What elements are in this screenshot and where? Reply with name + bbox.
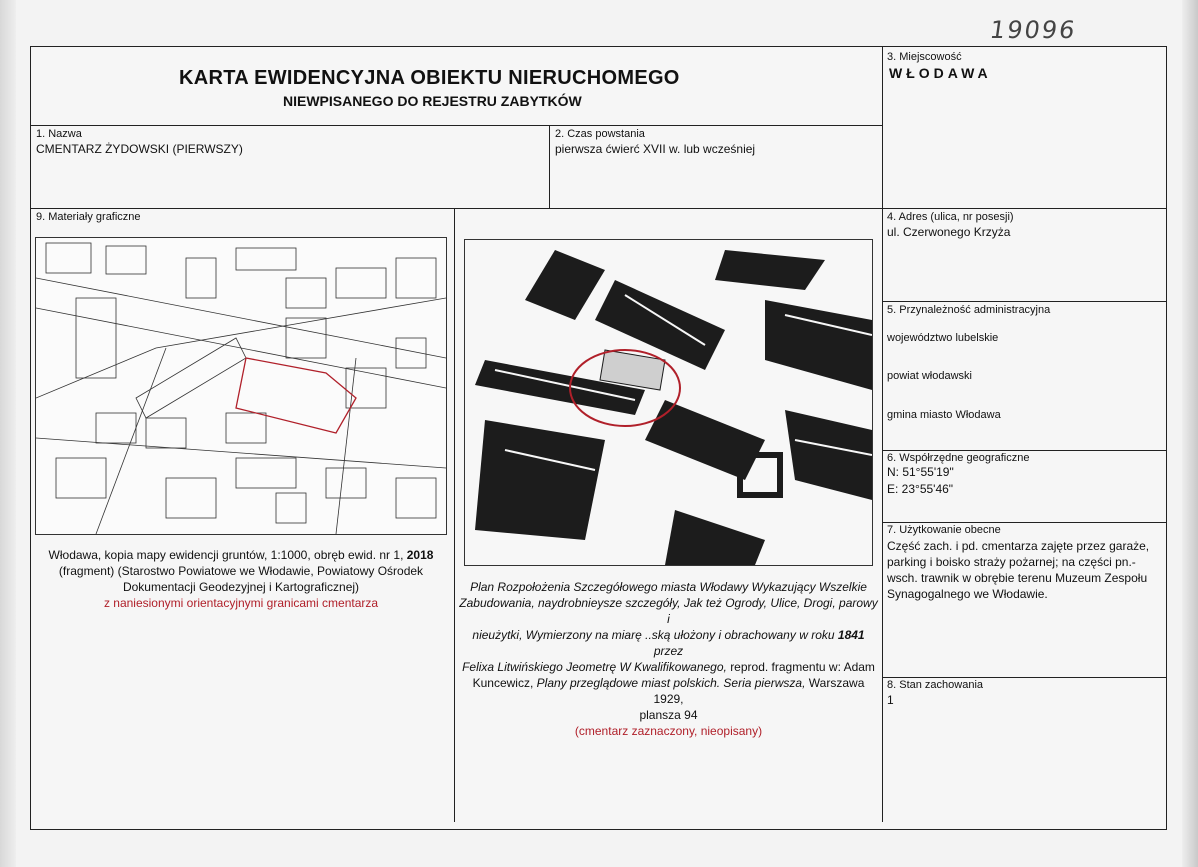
- caption-right-line: nieużytki, Wymierzony na miarę ..ską ułożony i obrachowany w roku: [472, 628, 835, 642]
- caption-right-line: Zabudowania, naydrobnieysze szczegóły, Jak też Ogrody, Ulice, Drogi, parowy i: [459, 596, 878, 626]
- field-label-materialy: 9. Materiały graficzne: [36, 211, 141, 223]
- cadastral-map-drawing: [36, 238, 446, 534]
- field-value-wojewodztwo: województwo lubelskie: [887, 332, 999, 344]
- scan-edge-left: [0, 0, 16, 867]
- divider-usage: [882, 677, 1167, 678]
- caption-left-line: Dokumentacji Geodezyjnej i Kartograficznej): [122, 580, 360, 594]
- divider-admin: [882, 450, 1167, 451]
- caption-right-line: Felixa Litwińskiego Jeometrę W Kwalifikowanego,: [462, 660, 727, 674]
- field-value-powiat: powiat włodawski: [887, 370, 972, 382]
- field-label-nazwa: 1. Nazwa: [36, 128, 82, 140]
- field-value-latitude: N: 51°55'19": [887, 465, 954, 479]
- caption-right-line: Plan Rozpołożenia Szczegółowego miasta Włodawy Wykazujący Wszelkie: [470, 580, 867, 594]
- caption-historic-plan: [457, 579, 880, 739]
- usage-line: Synagogalnego we Włodawie.: [887, 587, 1048, 601]
- caption-right-line: Kuncewicz,: [472, 676, 534, 690]
- cadastral-map-image: [35, 237, 447, 535]
- caption-left-year: 2018: [406, 548, 434, 562]
- historic-plan-image: [464, 239, 873, 566]
- field-label-czas: 2. Czas powstania: [555, 128, 645, 140]
- usage-line: parking i boisko straży pożarnej; na części pn.-: [887, 555, 1136, 569]
- caption-left-line: (fragment) (Starostwo Powiatowe we Włodawie, Powiatowy Ośrodek: [58, 564, 424, 578]
- field-value-longitude: E: 23°55'46": [887, 482, 954, 496]
- caption-right-year: 1841: [837, 628, 865, 642]
- caption-left-line: Włodawa, kopia mapy ewidencji gruntów, 1:1000, obręb ewid. nr 1,: [48, 548, 404, 562]
- caption-right-line: Warszawa 1929,: [653, 676, 865, 706]
- divider-graphics: [454, 208, 455, 822]
- field-value-nazwa: CMENTARZ ŻYDOWSKI (PIERWSZY): [36, 142, 243, 156]
- historic-plan-drawing: [465, 240, 872, 565]
- record-card: [30, 46, 1167, 830]
- field-label-wspolrzedne: 6. Współrzędne geograficzne: [887, 452, 1030, 464]
- divider-right-column: [882, 47, 883, 822]
- divider-address: [882, 301, 1167, 302]
- field-label-uzytkowanie: 7. Użytkowanie obecne: [887, 524, 1001, 536]
- field-label-miejscowosc: 3. Miejscowość: [887, 51, 962, 63]
- caption-right-note: (cmentarz zaznaczony, nieopisany): [574, 724, 763, 738]
- caption-right-line: Plany przeglądowe miast polskich. Seria pierwsza,: [536, 676, 806, 690]
- card-title: KARTA EWIDENCYJNA OBIEKTU NIERUCHOMEGO: [179, 67, 680, 89]
- divider-name-date: [549, 125, 550, 208]
- caption-right-line: plansza 94: [639, 708, 698, 722]
- caption-right-line: przez: [653, 644, 684, 658]
- field-value-adres: ul. Czerwonego Krzyża: [887, 225, 1011, 239]
- scan-edge-right: [1182, 0, 1198, 867]
- divider-header: [31, 125, 882, 126]
- caption-cadastral-map: [35, 547, 447, 611]
- field-value-stan: 1: [887, 693, 894, 707]
- field-label-adres: 4. Adres (ulica, nr posesji): [887, 211, 1014, 223]
- archive-number: 19096: [988, 16, 1079, 44]
- card-subtitle: NIEWPISANEGO DO REJESTRU ZABYTKÓW: [283, 93, 582, 109]
- usage-line: Część zach. i pd. cmentarza zajęte przez garaże,: [887, 539, 1150, 553]
- field-label-przynaleznosc: 5. Przynależność administracyjna: [887, 304, 1051, 316]
- usage-line: wsch. trawnik w obrębie terenu Muzeum Zespołu: [887, 571, 1148, 585]
- divider-coords: [882, 522, 1167, 523]
- field-value-miejscowosc: WŁODAWA: [889, 65, 992, 81]
- field-value-gmina: gmina miasto Włodawa: [887, 409, 1001, 421]
- caption-left-note: z naniesionymi orientacyjnymi granicami cmentarza: [103, 596, 379, 610]
- field-label-stan: 8. Stan zachowania: [887, 679, 984, 691]
- caption-right-line: reprod. fragmentu w: Adam: [730, 660, 875, 674]
- field-value-czas: pierwsza ćwierć XVII w. lub wcześniej: [555, 142, 756, 156]
- divider-row2: [31, 208, 1167, 209]
